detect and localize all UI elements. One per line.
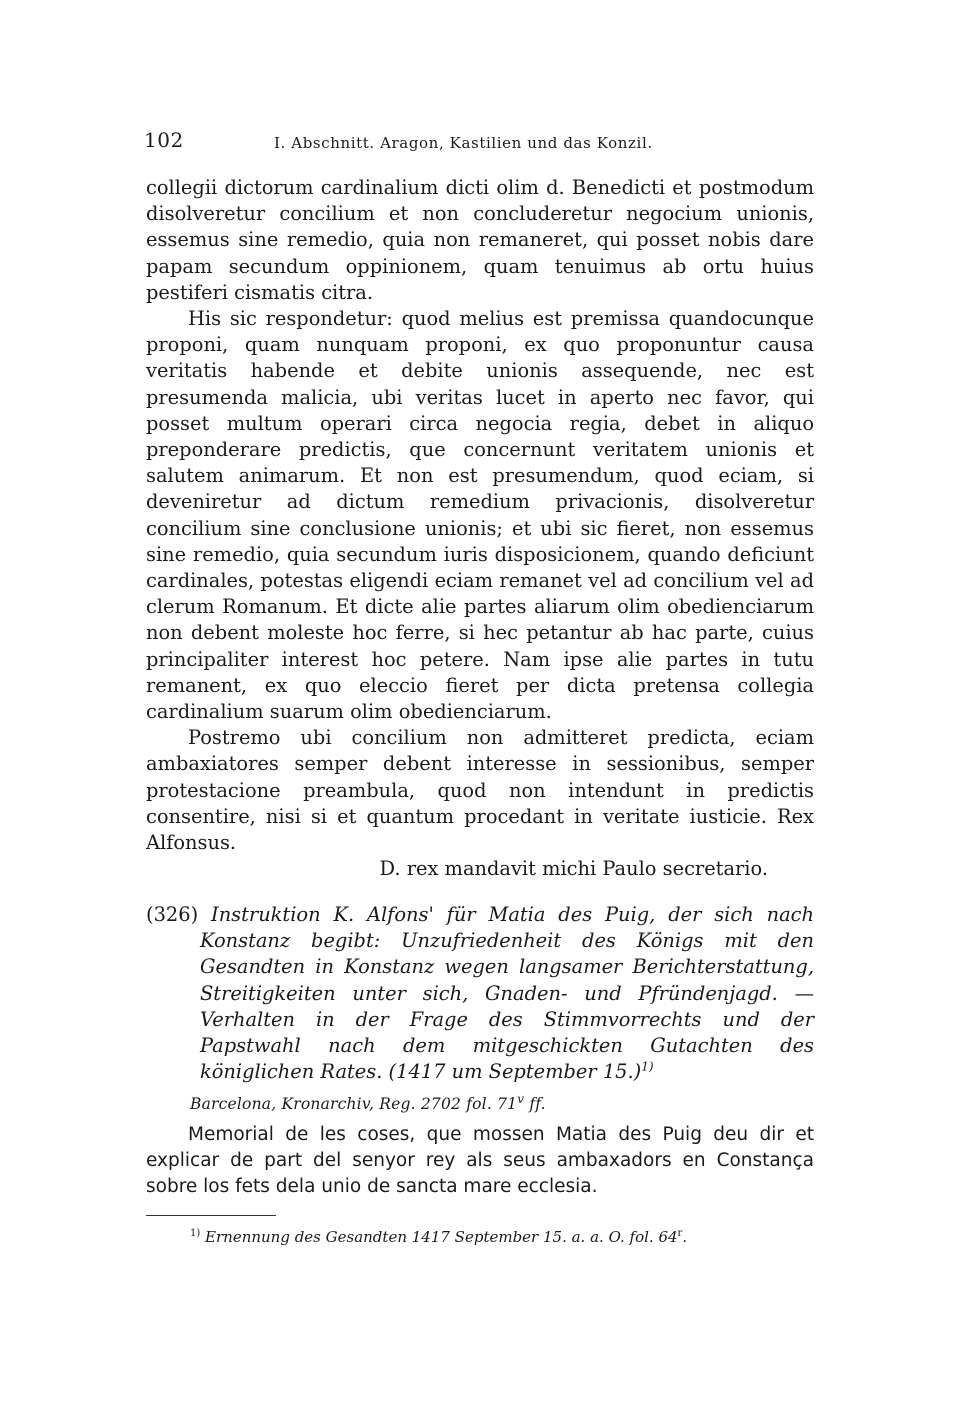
paragraph-2: His sic respondetur: quod melius est premissa quandocunque proponi, quam nunquam proponi, ex quo proponuntur causa veritatis habende et debite unionis assequende, nec est presumenda malicia, ubi veritas lucet in aperto nec favor, qui posset multum operari circa negocia regia, debet in aliquo preponderare predictis, que concernunt veritatem unionis et salutem animarum. Et non est presumendum, quod eciam, si deveniretur ad dictum remedium privacionis, disolveretur concilium sine conclusione unionis; et ubi sic fieret, non essemus sine remedio, quia secundum iuris disposicionem, quando deficiunt cardinales, potestas eligendi eciam remanet vel ad concilium vel ad clerum Romanum. Et dicte alie partes aliarum olim obedienciarum non debent moleste hoc ferre, si hec petantur ab hac parte, cuius principaliter interest hoc petere. Nam ipse alie partes in tutu remanent, ex quo eleccio fieret per dicta pretensa collegia cardinalium suarum olim obedienciarum. bbox=[146, 307, 814, 724]
paragraph-1: collegii dictorum cardinalium dicti olim d. Benedicti et postmodum disolveretur concilium et non concluderetur negocium unionis, essemus sine remedio, quia non remaneret, qui posset nobis dare papam secundum oppinionem, quam tenuimus ab ortu huius pestiferi cismatis citra. bbox=[146, 176, 814, 304]
footnote-folio-side: r bbox=[677, 1228, 683, 1239]
memorial-text bbox=[146, 1122, 814, 1201]
document-number: (326) bbox=[146, 903, 199, 926]
document-heading bbox=[146, 902, 814, 1085]
page-number: 102 bbox=[144, 128, 184, 152]
footnote-reference: 1) bbox=[641, 1059, 654, 1074]
main-text bbox=[146, 175, 814, 882]
footnote bbox=[190, 1228, 687, 1246]
paragraph-3: Postremo ubi concilium non admitteret predicta, eciam ambaxiatores semper debent interesse in sessionibus, semper protestacione preambula, quod non intendunt in predictis consentire, nisi si et quantum procedant in veritate iusticie. Rex Alfonsus. bbox=[146, 726, 814, 855]
archival-source bbox=[190, 1091, 546, 1113]
footnote-text: Ernennung des Gesandten 1417 September 15. a. a. O. fol. 64 bbox=[200, 1228, 678, 1246]
page-header bbox=[144, 128, 824, 158]
signature-line: D. rex mandavit michi Paulo secretario. bbox=[379, 857, 768, 881]
document-title: Instruktion K. Alfons' für Matia des Puig, der sich nach Konstanz begibt: Unzufriedenheit des Königs mit den Gesandten in Konstanz wegen langsamer Berichterstattung, Streitigkeiten unter sich, Gnaden- und Pfründenjagd. — Verhalten in der Frage des Stimmvorrechts und der Papstwahl nach dem mitgeschickten Gutachten des königlichen Rates. (1417 um September 15.) bbox=[200, 903, 814, 1084]
footnote-divider bbox=[146, 1215, 276, 1216]
memorial-paragraph: Memorial de les coses, que mossen Matia des Puig deu dir et explicar de part del senyor rey als seus ambaxadors en Constança sobre los fets dela unio de sancta mare ecclesia. bbox=[146, 1124, 814, 1198]
source-folio-side: v bbox=[517, 1091, 525, 1106]
source-tail: ff. bbox=[524, 1095, 546, 1113]
running-head: I. Abschnitt. Aragon, Kastilien und das Konzil. bbox=[274, 134, 653, 152]
footnote-marker: 1) bbox=[190, 1228, 201, 1239]
footnote-tail: . bbox=[682, 1228, 688, 1246]
source-text: Barcelona, Kronarchiv, Reg. 2702 fol. 71 bbox=[190, 1095, 518, 1113]
